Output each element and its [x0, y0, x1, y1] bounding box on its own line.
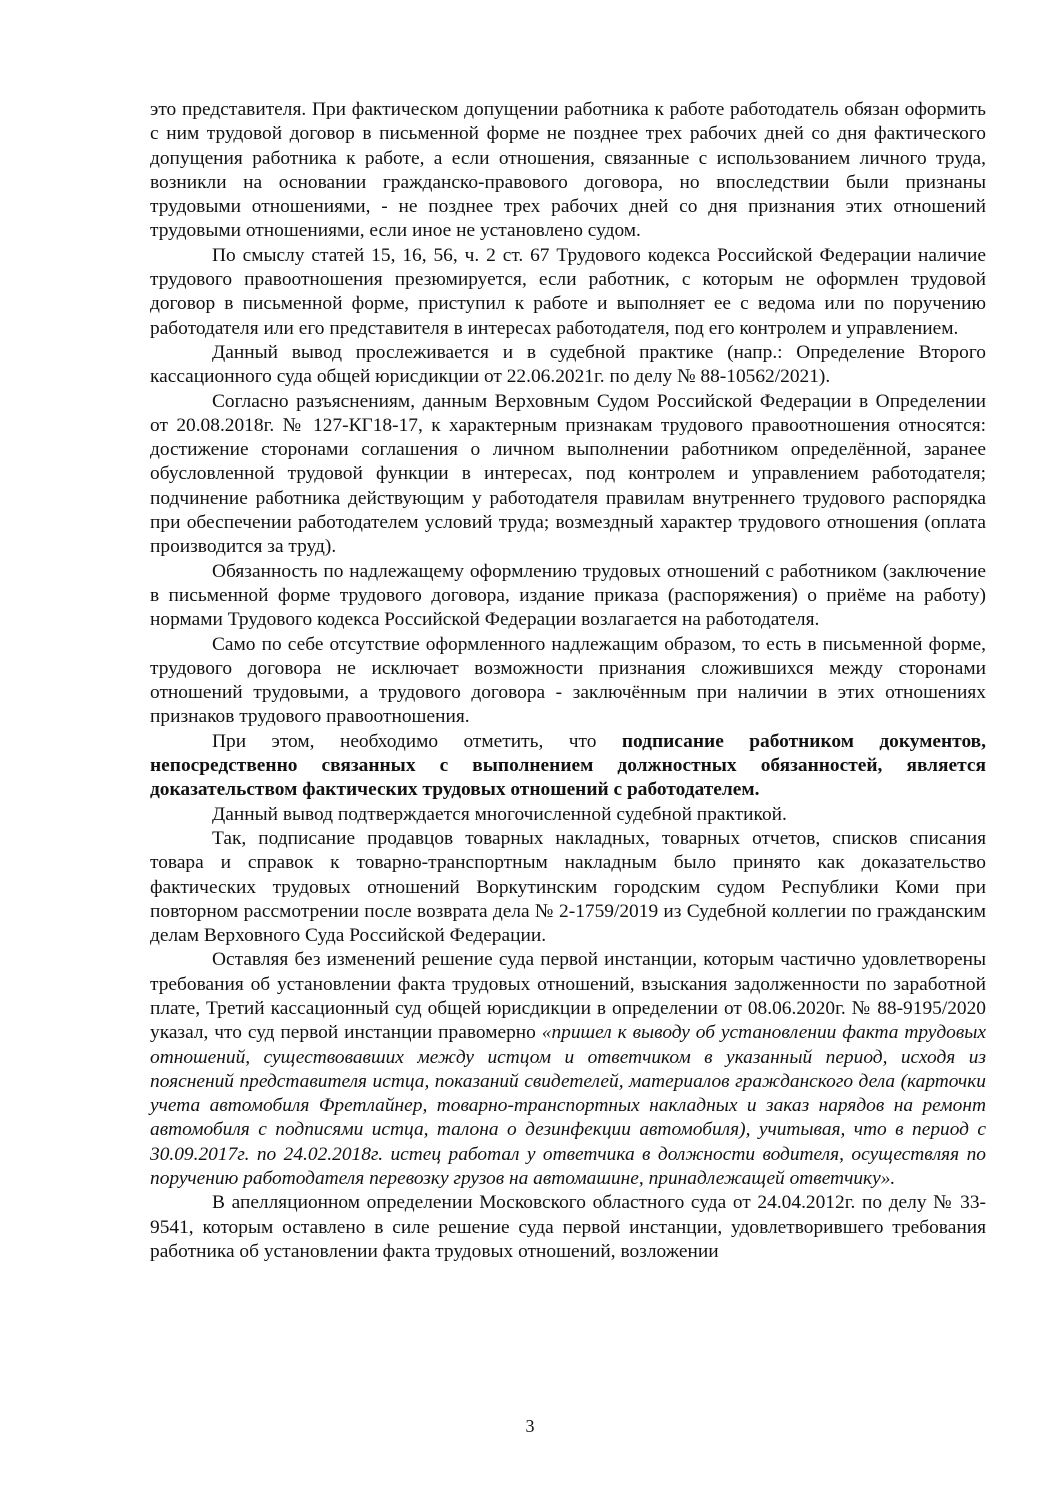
paragraph-presumption: По смыслу статей 15, 16, 56, ч. 2 ст. 67 Трудового кодекса Российской Федерации наличие трудового правоотношения презюмируется, если работник, с которым не оформлен трудовой договор в письменной форме, приступил к работе и выполняет ее с ведома или по поручению работодателя или его представителя в интересах работодателя, под его контролем и управлением. [150, 244, 986, 339]
paragraph-third-cassation-court [150, 948, 986, 1191]
paragraph-third-cassation-intro: Оставляя без изменений решение суда первой инстанции, которым частично удовлетворены требования об установлении факта трудовых отношений, взыскания задолженности по заработной плате, Третий кассационный суд общей юрисдикции в определении от 08.06.2020г. № 88-9195/2020 указал, что суд первой инстанции правомерно [150, 949, 986, 1044]
paragraph-signing-documents [150, 730, 986, 803]
paragraph-continuation: это представителя. При фактическом допущении работника к работе работодатель обязан оформить с ним трудовой договор в письменной форме не позднее трех рабочих дней со дня фактического допущения работника к работе, а если отношения, связанные с использованием личного труда, возникли на основании гражданско-правового договора, но впоследствии были признаны трудовыми отношениями, - не позднее трех рабочих дней со дня признания этих отношений трудовыми отношениями, если иное не установлено судом. [150, 99, 986, 242]
page-number: 3 [525, 1416, 535, 1436]
paragraph-confirmed-by-practice: Данный вывод подтверждается многочисленной судебной практикой. [212, 803, 787, 825]
paragraph-signing-intro: При этом, необходимо отметить, что [212, 730, 622, 752]
paragraph-moscow-regional-court: В апелляционном определении Московского областного суда от 24.04.2012г. по делу № 33-9541, которым оставлено в силе решение суда первой инстанции, удовлетворившего требования работника об установлении факта трудовых отношений, возложении [150, 1192, 986, 1262]
paragraph-second-cassation-court: Данный вывод прослеживается и в судебной практике (напр.: Определение Второго кассационного суда общей юрисдикции от 22.06.2021г. по делу № 88-10562/2021). [150, 341, 986, 388]
paragraph-signing-bold-emphasis: подписание работником документов, непосредственно связанных с выполнением должностных обязанностей, является доказательством фактических трудовых отношений с работодателем. [150, 730, 986, 801]
document-body [150, 98, 986, 1264]
paragraph-absence-of-contract: Само по себе отсутствие оформленного надлежащим образом, то есть в письменной форме, трудового договора не исключает возможности признания сложившихся между сторонами отношений трудовыми, а трудового договора - заключённым при наличии в этих отношениях признаков трудового правоотношения. [150, 633, 986, 728]
paragraph-vorkuta-court: Так, подписание продавцов товарных накладных, товарных отчетов, списков списания товара и справок к товарно-транспортным накладным было принято как доказательство фактических трудовых отношений Воркутинским городским судом Республики Коми при повторном рассмотрении после возврата дела № 2-1759/2019 из Судебной коллегии по гражданским делам Верховного Суда Российской Федерации. [150, 827, 986, 947]
paragraph-third-cassation-quote: «пришел к выводу об установлении факта трудовых отношений, существовавших между истцом и ответчиком в указанный период, исходя из пояснений представителя истца, показаний свидетелей, материалов гражданского дела (карточки учета автомобиля Фретлайнер, товарно-транспортных накладных и заказ нарядов на ремонт автомобиля с подписями истца, талона о дезинфекции автомобиля), учитывая, что в период с 30.09.2017г. по 24.02.2018г. истец работал у ответчика в должности водителя, осуществляя по поручению работодателя перевозку грузов на автомашине, принадлежащей ответчику». [150, 1022, 986, 1190]
paragraph-supreme-court-clarification: Согласно разъяснениям, данным Верховным Судом Российской Федерации в Определении от 20.08.2018г. № 127-КГ18-17, к характерным признакам трудового правоотношения относятся: достижение сторонами соглашения о личном выполнении работником определённой, заранее обусловленной трудовой функции в интересах, под контролем и управлением работодателя; подчинение работника действующим у работодателя правилам внутреннего трудового распорядка при обеспечении работодателем условий труда; возмездный характер трудового отношения (оплата производится за труд). [150, 390, 986, 558]
paragraph-employer-obligation: Обязанность по надлежащему оформлению трудовых отношений с работником (заключение в письменной форме трудового договора, издание приказа (распоряжения) о приёме на работу) нормами Трудового кодекса Российской Федерации возлагается на работодателя. [150, 560, 986, 631]
